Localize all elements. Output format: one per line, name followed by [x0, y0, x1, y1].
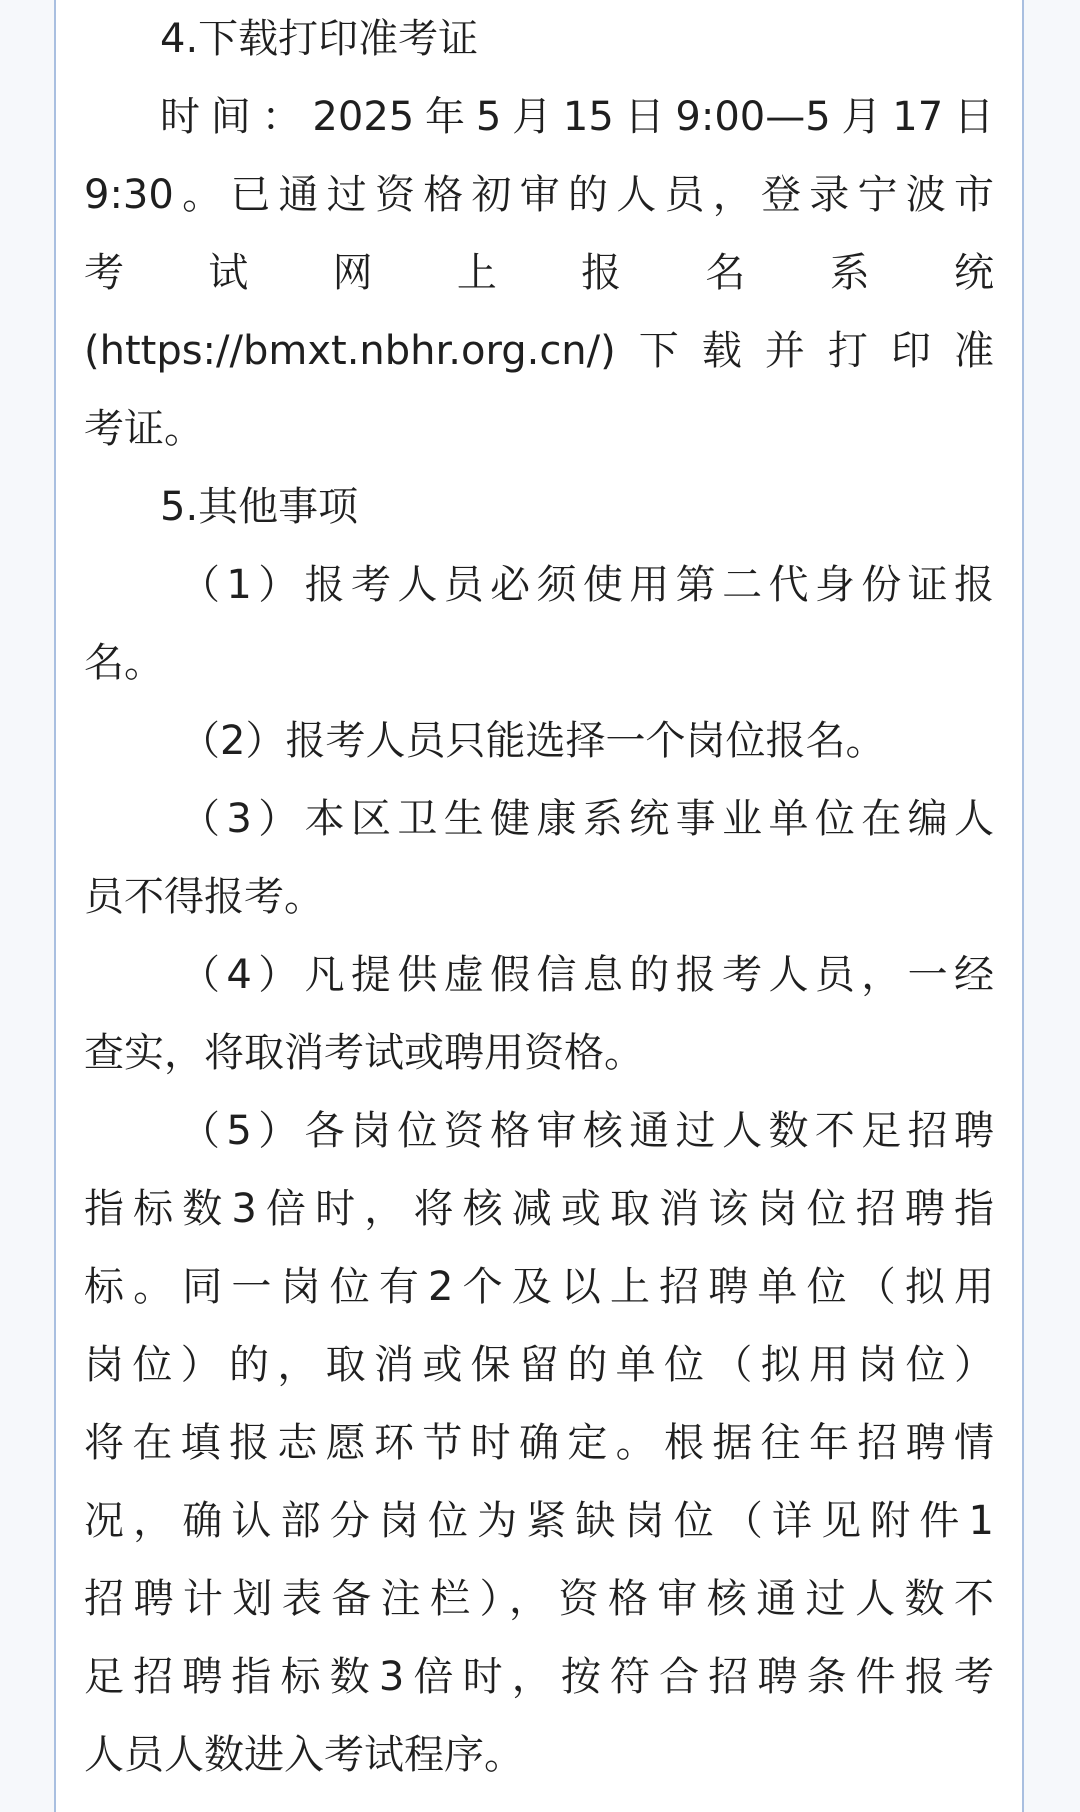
- item-5-line: （5）各岗位资格审核通过人数不足招聘: [180, 1108, 994, 1154]
- item-2-line: （2）报考人员只能选择一个岗位报名。: [180, 718, 886, 764]
- section-4-paragraph-line: (https://bmxt.nbhr.org.cn/)下载并打印准: [84, 328, 994, 374]
- section-4-paragraph-line: 考证。: [84, 406, 204, 452]
- item-5-line: 人员人数进入考试程序。: [84, 1732, 524, 1778]
- item-5-line: 岗位）的，取消或保留的单位（拟用岗位）: [84, 1342, 994, 1388]
- item-4-line: 查实，将取消考试或聘用资格。: [84, 1030, 644, 1076]
- section-4-paragraph-line: 考 试 网 上 报 名 系 统: [84, 250, 994, 296]
- item-5-line: 标。同一岗位有2个及以上招聘单位（拟用: [84, 1264, 994, 1310]
- item-5-line: 况，确认部分岗位为紧缺岗位（详见附件1: [84, 1498, 994, 1544]
- item-5-line: 足招聘指标数3倍时，按符合招聘条件报考: [84, 1654, 994, 1700]
- section-4-paragraph-line: 9:30。已通过资格初审的人员，登录宁波市: [84, 172, 994, 218]
- item-3-line: （3）本区卫生健康系统事业单位在编人: [180, 796, 994, 842]
- item-3-line: 员不得报考。: [84, 874, 324, 920]
- item-4-line: （4）凡提供虚假信息的报考人员，一经: [180, 952, 994, 998]
- document-body: [84, 0, 994, 1794]
- item-5-line: 指标数3倍时，将核减或取消该岗位招聘指: [84, 1186, 994, 1232]
- item-5-line: 招聘计划表备注栏），资格审核通过人数不: [84, 1576, 994, 1622]
- item-1-line: （1）报考人员必须使用第二代身份证报: [180, 562, 994, 608]
- section-4-heading: 4.下载打印准考证: [160, 16, 479, 62]
- item-1-line: 名。: [84, 640, 164, 686]
- section-4-paragraph-line: 时间：2025年5月15日9:00—5月17日: [160, 94, 994, 140]
- section-5-heading: 5.其他事项: [160, 484, 359, 530]
- item-5-line: 将在填报志愿环节时确定。根据往年招聘情: [84, 1420, 994, 1466]
